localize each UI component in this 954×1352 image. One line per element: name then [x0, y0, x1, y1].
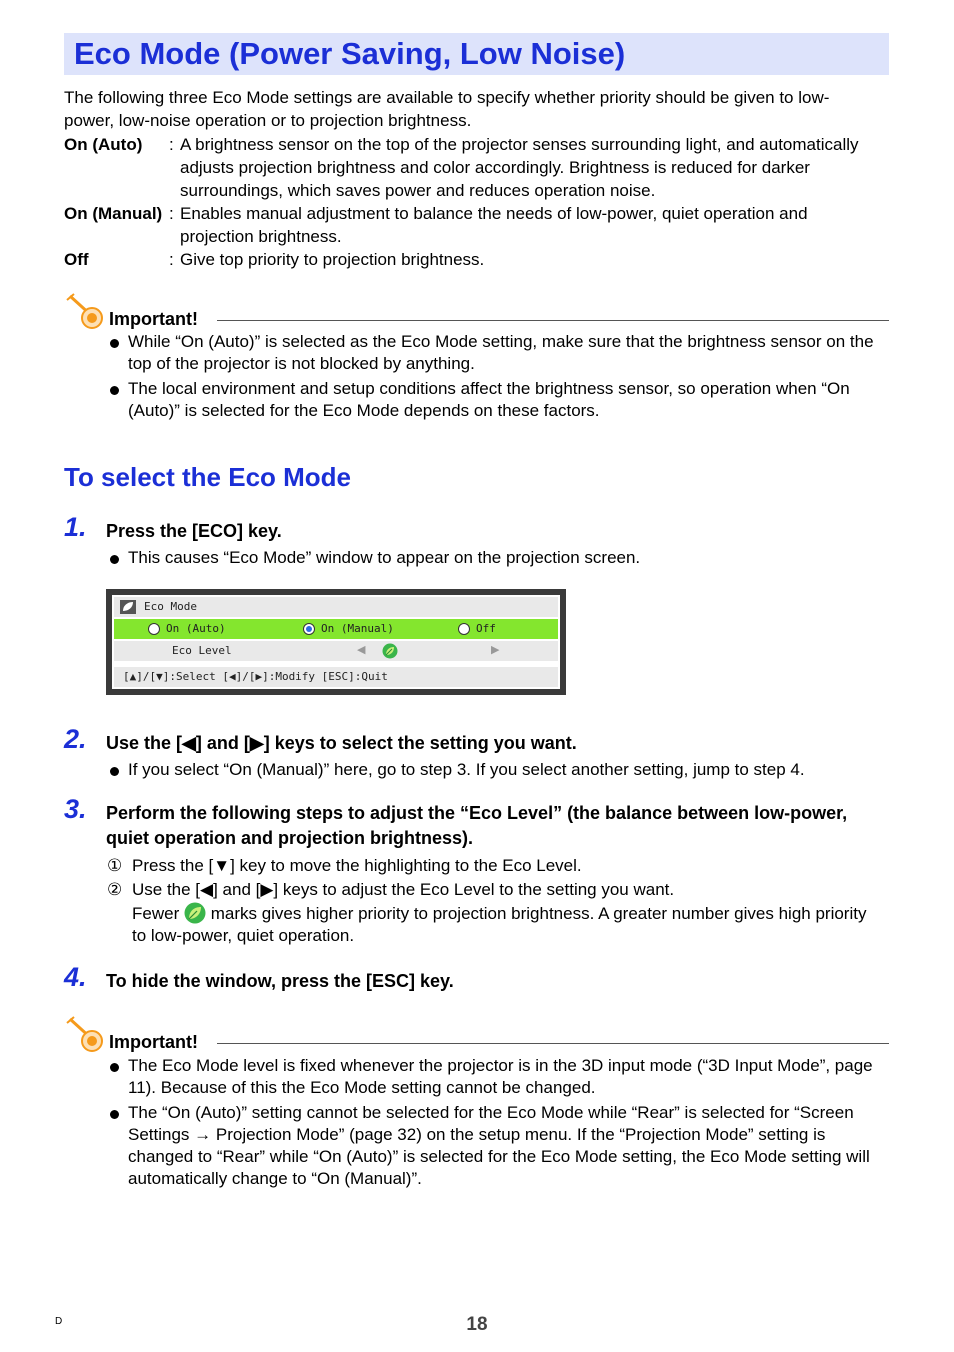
divider [217, 320, 889, 321]
important-pencil-icon [64, 292, 106, 332]
bullet-text: The “On (Auto)” setting cannot be selected for the Eco Mode while “Rear” is selected for “Screen Settings → Projection Mode” (page 32) on the setup menu. If the “Projection Mode” setting is changed to “Rear” while “On (Auto)” is selected for the Eco Mode setting, the Eco Mode setting will automatically change to “On (Manual)”. [128, 1103, 870, 1188]
bullet-dot [110, 1063, 119, 1072]
radio-on-auto[interactable] [148, 623, 160, 635]
step-text: Press the [ECO] key. [106, 521, 282, 541]
option-label: Off [476, 622, 496, 635]
important-pencil-icon [64, 1015, 106, 1055]
list-item [110, 378, 880, 422]
eco-leaf-icon [184, 902, 206, 924]
substep-text: Use the [◀] and [▶] keys to adjust the Eco Level to the setting you want. [132, 880, 675, 899]
eco-mode-window [106, 589, 566, 695]
bullet-dot [110, 555, 119, 564]
substep-text: Press the [▼] key to move the highlighting to the Eco Level. [132, 856, 582, 875]
bullet-text: If you select “On (Manual)” here, go to step 3. If you select another setting, jump to step 4. [128, 760, 805, 779]
option-label: On (Auto) [166, 622, 226, 635]
bullet-dot [110, 339, 119, 348]
title-banner [64, 33, 889, 75]
important-header [64, 292, 889, 334]
bullet-text: This causes “Eco Mode” window to appear on the projection screen. [128, 548, 641, 567]
bullet-dot [110, 386, 119, 395]
radio-off[interactable] [458, 623, 470, 635]
bullet-dot [110, 767, 119, 776]
step-number: 3. [64, 794, 87, 824]
eco-mode-window-body [112, 595, 560, 689]
eco-level-note [132, 902, 882, 947]
step-text: To hide the window, press the [ESC] key. [106, 971, 454, 991]
important-label: Important! [109, 309, 198, 329]
definition-colon: : [169, 204, 174, 223]
right-arrow-icon[interactable]: ▶ [491, 644, 500, 656]
eco-window-help-bar [114, 667, 558, 687]
eco-mode-options-row[interactable] [114, 619, 558, 639]
list-item [110, 547, 880, 569]
step-text: Perform the following steps to adjust the “Eco Level” (the balance between low-power, quiet operation and projection brightness). [106, 803, 848, 848]
eco-level-row[interactable] [114, 641, 558, 661]
step-text: Use the [◀] and [▶] keys to select the setting you want. [106, 733, 577, 753]
radio-on-manual[interactable] [303, 623, 315, 635]
definition-text: Enables manual adjustment to balance the needs of low-power, quiet operation and projection brightness. [180, 204, 808, 246]
left-arrow-icon[interactable]: ◀ [357, 644, 366, 656]
definition-text: Give top priority to projection brightness. [180, 250, 485, 269]
page-title: Eco Mode (Power Saving, Low Noise) [74, 36, 626, 71]
section-title: To select the Eco Mode [64, 462, 352, 492]
eco-level-label: Eco Level [172, 644, 232, 657]
bullet-text: The Eco Mode level is fixed whenever the projector is in the 3D input mode (“3D Input Mode”, page 11). Because of this the Eco Mode setting cannot be changed. [128, 1056, 873, 1097]
step-number: 2. [64, 724, 87, 754]
option-label: On (Manual) [321, 622, 394, 635]
definition-colon: : [169, 135, 174, 154]
definition-text: A brightness sensor on the top of the projector senses surrounding light, and automatically adjusts projection brightness and color accordingly. Brightness is reduced for darker surroundings, which saves power and reduces operation noise. [180, 135, 859, 200]
step-number: 1. [64, 512, 87, 542]
substep-number: ① [107, 856, 123, 875]
definition-term: On (Auto) [64, 135, 143, 154]
substep-number: ② [107, 880, 123, 899]
eco-window-titlebar [114, 597, 558, 617]
divider [217, 1043, 889, 1044]
definition-term: On (Manual) [64, 204, 163, 223]
list-item [110, 1055, 880, 1099]
list-item [110, 759, 880, 781]
definition-colon: : [169, 250, 174, 269]
intro-paragraph: The following three Eco Mode settings are available to specify whether priority should be given to low-power, low-noise operation or to projection brightness. [64, 88, 830, 130]
help-text: [▲]/[▼]:Select [◀]/[▶]:Modify [ESC]:Quit [123, 670, 388, 683]
important-label: Important! [109, 1032, 198, 1052]
eco-window-title: Eco Mode [144, 600, 197, 613]
bullet-dot [110, 1110, 119, 1119]
definition-term: Off [64, 250, 89, 269]
page-number: 18 [466, 1314, 488, 1335]
step-number: 4. [64, 962, 87, 992]
bullet-text: While “On (Auto)” is selected as the Eco Mode setting, make sure that the brightness sensor on the top of the projector is not blocked by anything. [128, 332, 874, 373]
eco-leaf-icon [120, 600, 136, 614]
corner-mark: D [55, 1316, 63, 1327]
eco-level-leaf-icon [382, 643, 398, 659]
list-item [110, 331, 880, 375]
bullet-text: The local environment and setup conditions affect the brightness sensor, so operation when “On (Auto)” is selected for the Eco Mode depends on these factors. [128, 379, 850, 420]
note-text-after: marks gives higher priority to projection brightness. A greater number gives high priority to low-power, quiet operation. [132, 904, 867, 945]
important-header [64, 1015, 889, 1057]
list-item [110, 1102, 880, 1190]
note-text-before: Fewer [132, 904, 180, 923]
